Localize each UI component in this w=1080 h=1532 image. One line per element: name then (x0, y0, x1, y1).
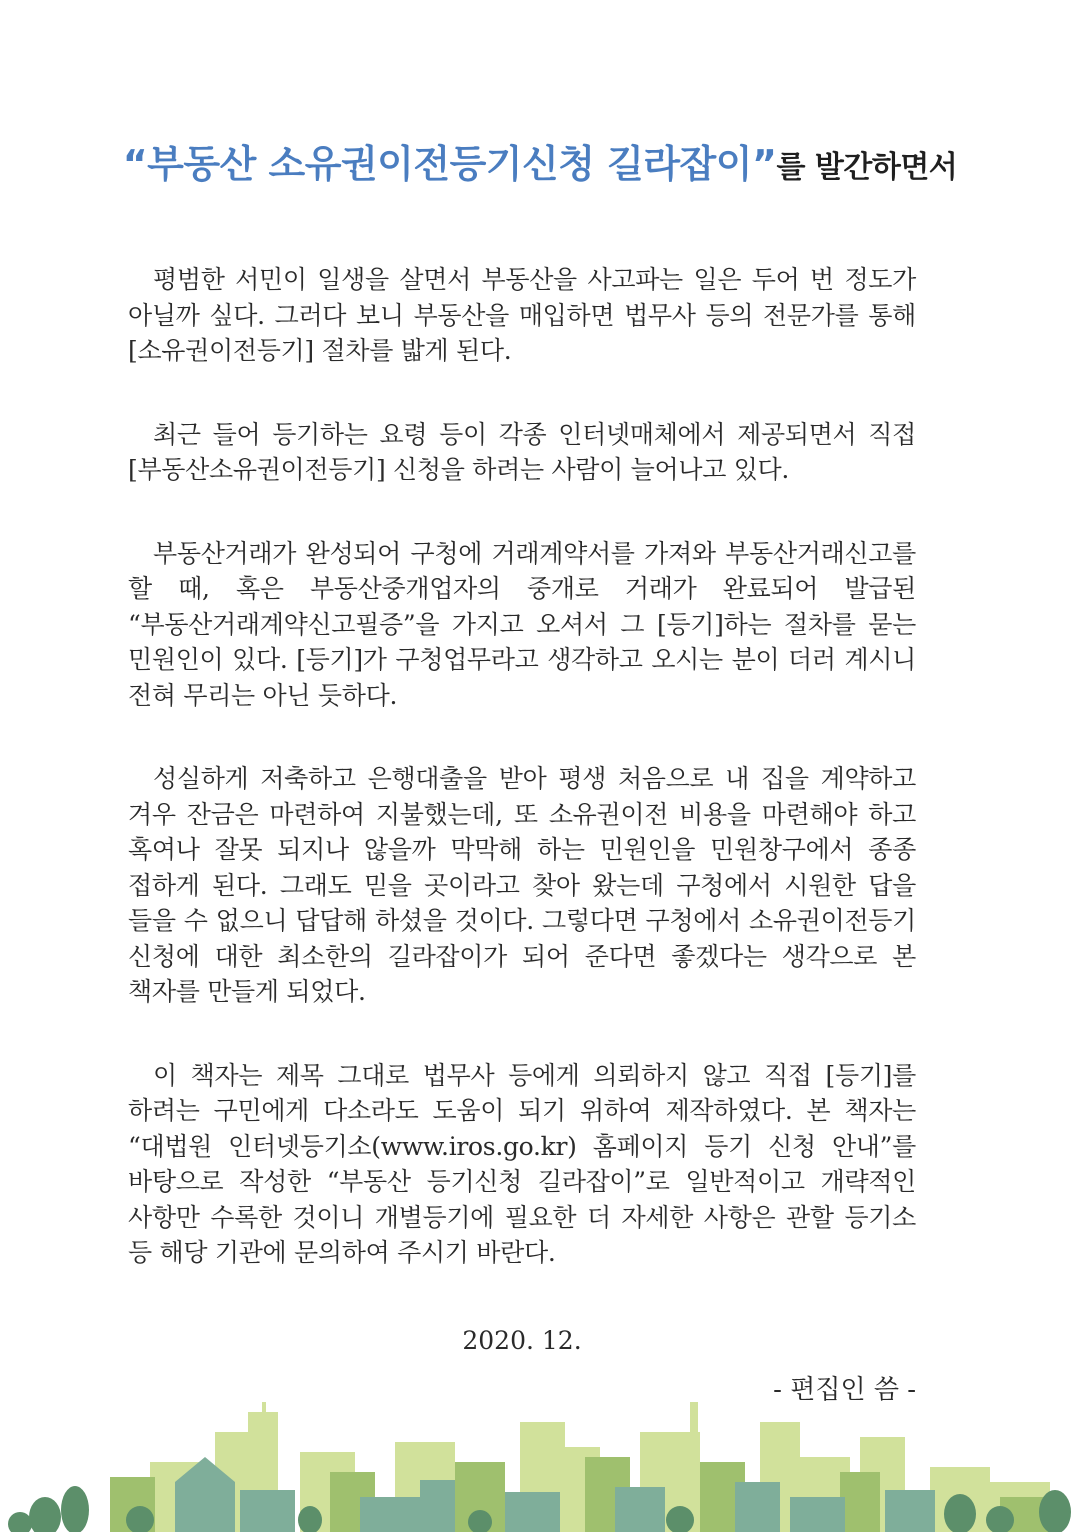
paragraph-5: 이 책자는 제목 그대로 법무사 등에게 의뢰하지 않고 직접 [등기]를 하려는 구민에게 다소라도 도움이 되기 위하여 제작하였다. 본 책자는 “대법원 인터넷등기소(www.iros.go.kr) 홈페이지 등기 신청 안내”를 바탕으로 작성한 “부동산 등기신청 길라잡이”로 일반적이고 개략적인 사항만 수록한 것이니 개별등기에 필요한 더 자세한 사항은 관할 등기소 등 해당 기관에 문의하여 주시기 바란다. (128, 1060, 916, 1267)
paragraph-3: 부동산거래가 완성되어 구청에 거래계약서를 가져와 부동산거래신고를 할 때, 혹은 부동산중개업자의 중개로 거래가 완료되어 발급된 “부동산거래계약신고필증”을 가지고 오셔서 그 [등기]하는 절차를 묻는 민원인이 있다. [등기]가 구청업무라고 생각하고 오시는 분이 더러 계시니 전혀 무리는 아닌 듯하다. (128, 538, 916, 710)
editor-signature: - 편집인 씀 - (773, 1375, 916, 1405)
publication-date: 2020. 12. (462, 1326, 582, 1355)
page-title (0, 140, 1080, 192)
paragraph-2: 최근 들어 등기하는 요령 등이 각종 인터넷매체에서 제공되면서 직접 [부동산소유권이전등기] 신청을 하려는 사람이 늘어나고 있다. (128, 419, 916, 484)
title-rest: 를 발간하면서 (776, 150, 958, 185)
title-accent: “부동산 소유권이전등기신청 길라잡이” (122, 142, 777, 186)
paragraph-4: 성실하게 저축하고 은행대출을 받아 평생 처음으로 내 집을 계약하고 겨우 잔금은 마련하여 지불했는데, 또 소유권이전 비용을 마련해야 하고 혹여나 잘못 되지나 않을까 막막해 하는 민원인을 민원창구에서 종종 접하게 된다. 그래도 믿을 곳이라고 찾아 왔는데 구청에서 시원한 답을 들을 수 없으니 답답해 하셨을 것이다. 그렇다면 구청에서 소유권이전등기 신청에 대한 최소한의 길라잡이가 되어 준다면 좋겠다는 생각으로 본 책자를 만들게 되었다. (128, 764, 916, 1006)
paragraph-1: 평범한 서민이 일생을 살면서 부동산을 사고파는 일은 두어 번 정도가 아닐까 싶다. 그러다 보니 부동산을 매입하면 법무사 등의 전문가를 통해 [소유권이전등기] 절차를 밟게 된다. (128, 265, 916, 365)
city-skyline-illustration (0, 1402, 1080, 1532)
preface-body (128, 262, 916, 1319)
